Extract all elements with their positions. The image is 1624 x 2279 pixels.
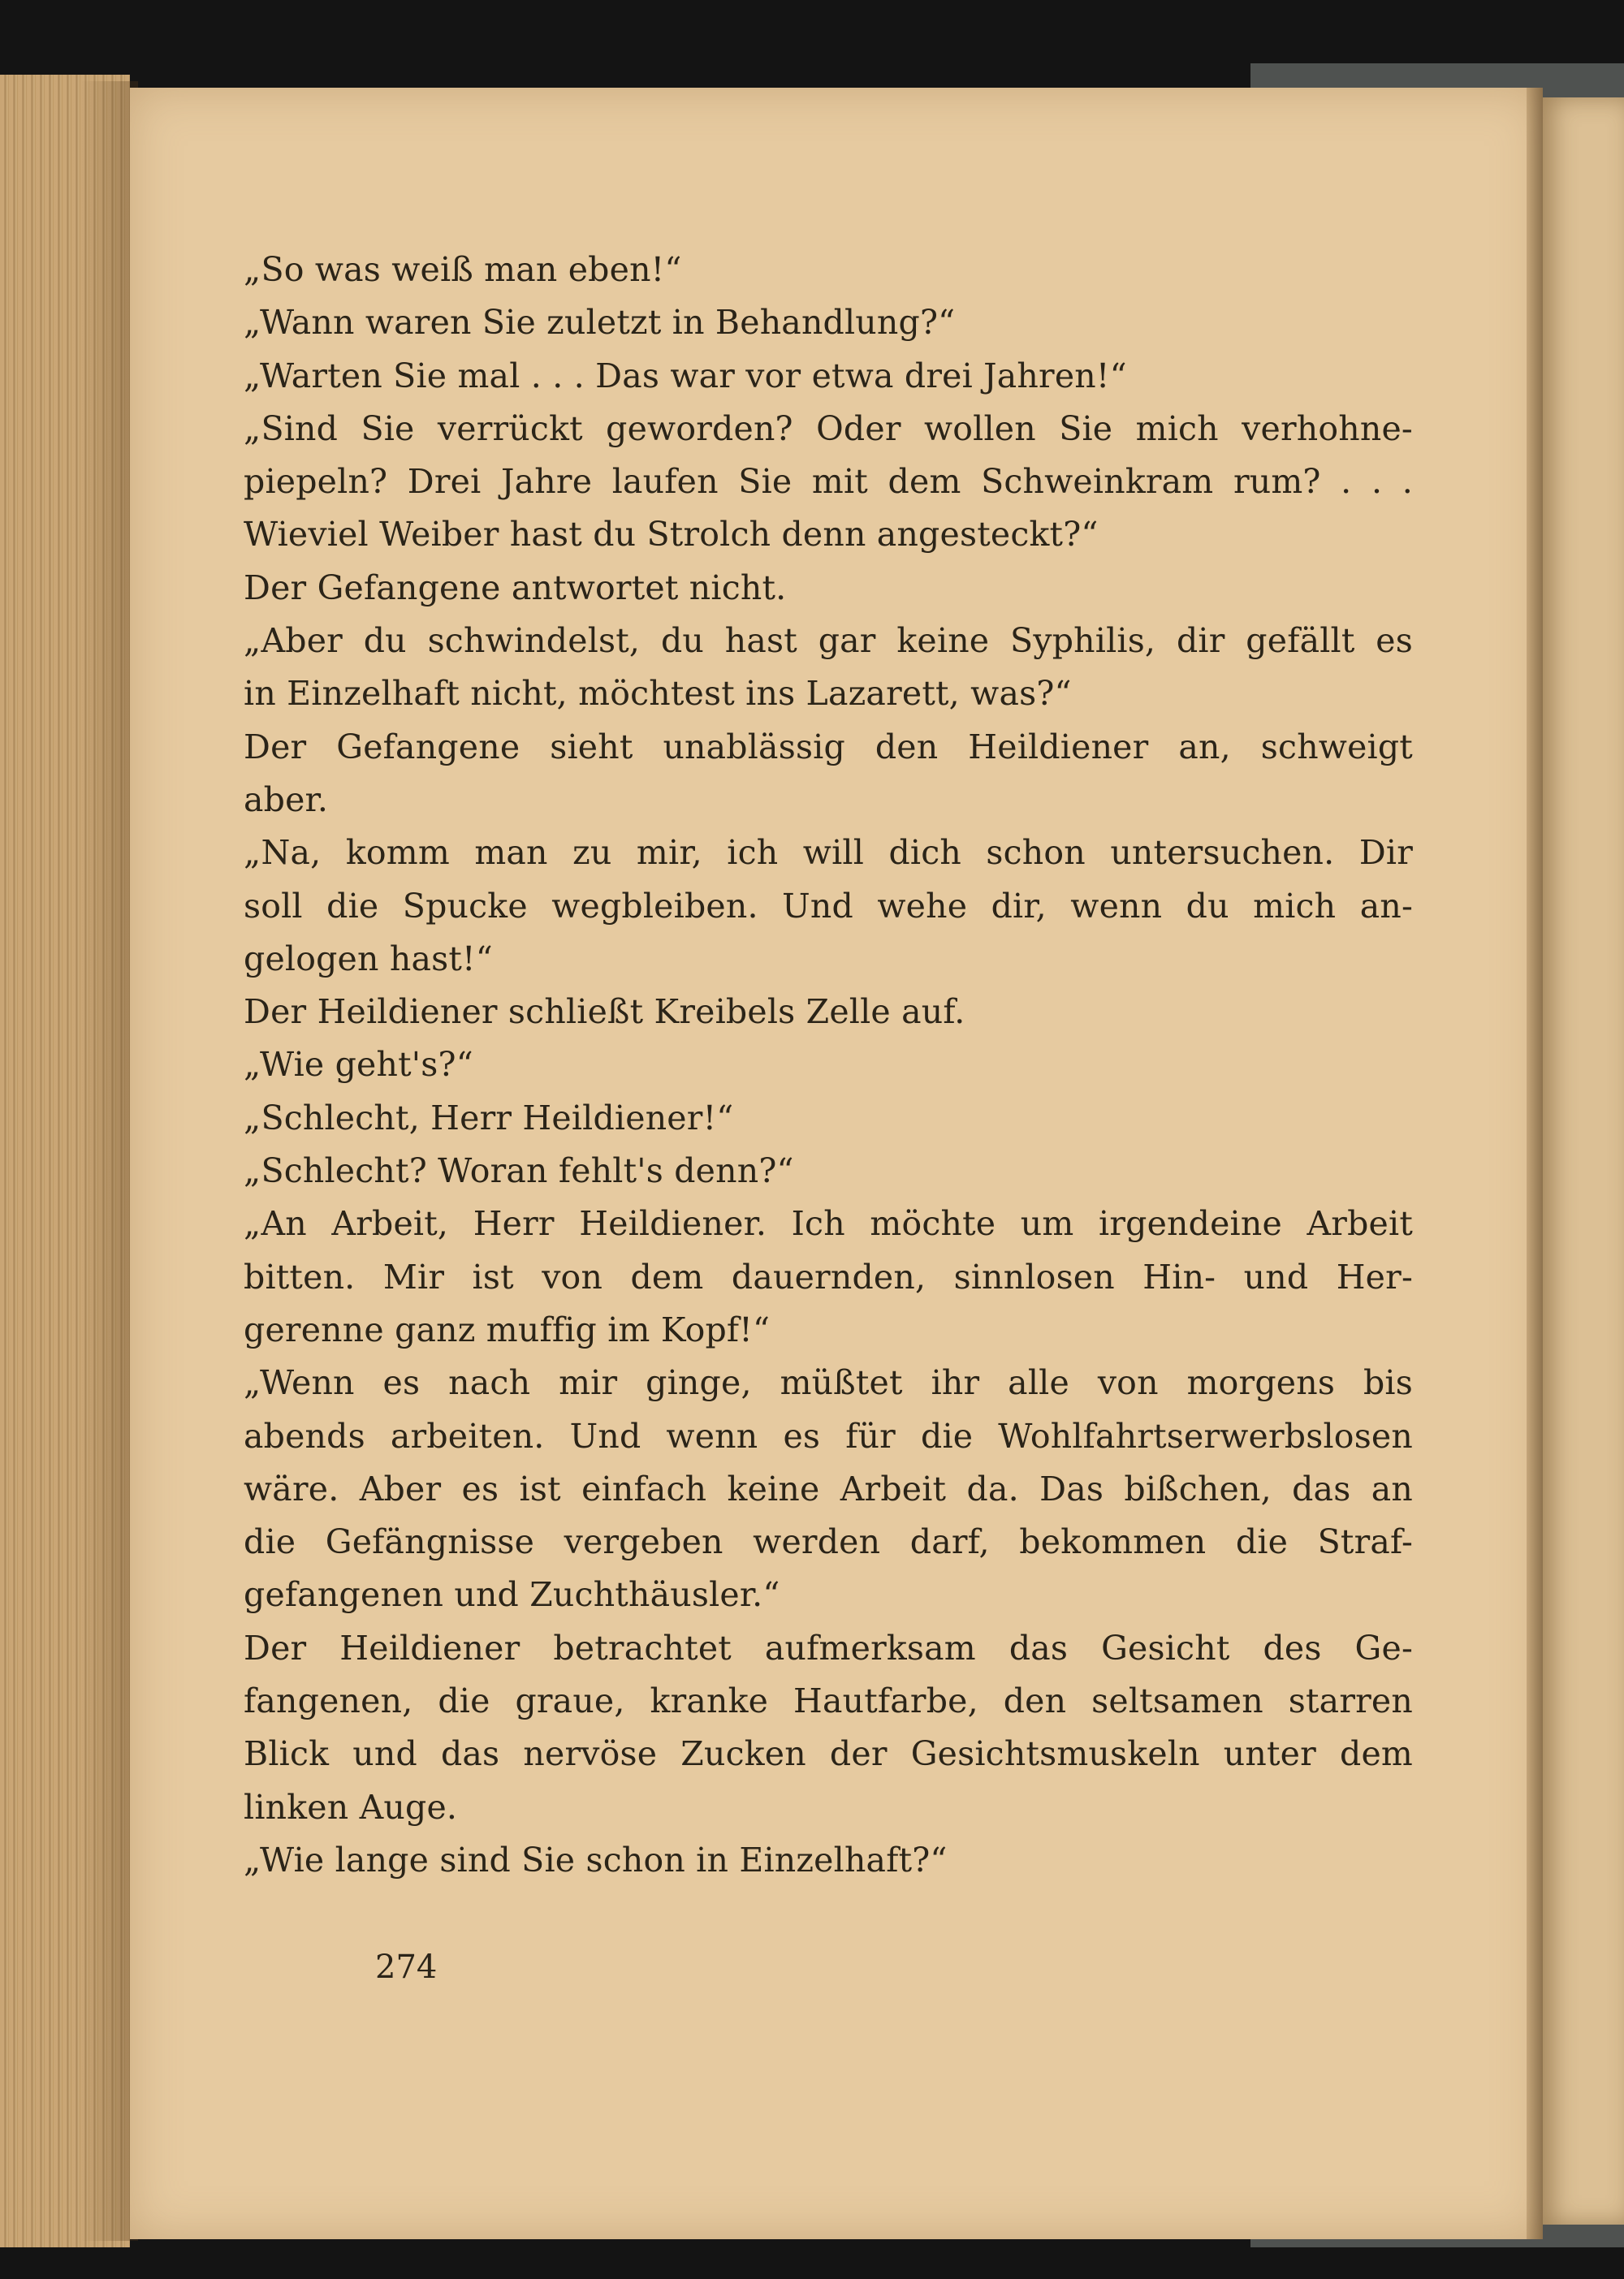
text-line: „Aber du schwindelst, du hast gar keine Syphilis, dir gefällt es [244, 621, 1413, 661]
text-line: gelogen hast!“ [244, 939, 493, 978]
text-line: bitten. Mir ist von dem dauernden, sinnlosen Hin- und Her- [244, 1257, 1413, 1297]
text-line: „An Arbeit, Herr Heildiener. Ich möchte um irgendeine Arbeit [244, 1204, 1413, 1244]
text-line: Der Heildiener betrachtet aufmerksam das Gesicht des Ge- [244, 1628, 1413, 1668]
text-line: soll die Spucke wegbleiben. Und wehe dir, wenn du mich an- [244, 886, 1413, 926]
text-line: abends arbeiten. Und wenn es für die Wohlfahrtserwerbslosen [244, 1416, 1413, 1456]
next-page-edge [1543, 97, 1624, 2225]
page-number: 274 [375, 1949, 438, 1986]
text-line: Der Gefangene antwortet nicht. [244, 568, 787, 607]
text-line: „Warten Sie mal . . . Das war vor etwa drei Jahren!“ [244, 356, 1127, 395]
text-line: Der Gefangene sieht unablässig den Heildiener an, schweigt [244, 727, 1413, 766]
text-line: Der Heildiener schließt Kreibels Zelle auf. [244, 992, 965, 1032]
page-text [244, 244, 1413, 1887]
text-line: „Wie lange sind Sie schon in Einzelhaft?“ [244, 1840, 948, 1880]
text-line: gerenne ganz muffig im Kopf!“ [244, 1310, 771, 1349]
text-line: wäre. Aber es ist einfach keine Arbeit da. Das bißchen, das an [244, 1469, 1413, 1509]
text-line: Wieviel Weiber hast du Strolch denn angesteckt?“ [244, 515, 1099, 555]
page-gutter [1527, 88, 1543, 2239]
text-line: „Sind Sie verrückt geworden? Oder wollen Sie mich verhohne- [244, 408, 1413, 448]
text-line: „Wie geht's?“ [244, 1045, 473, 1085]
text-line: piepeln? Drei Jahre laufen Sie mit dem Schweinkram rum? . . . [244, 462, 1413, 502]
text-line: linken Auge. [244, 1787, 458, 1827]
text-line: „Schlecht? Woran fehlt's denn?“ [244, 1151, 794, 1191]
text-line: „Wann waren Sie zuletzt in Behandlung?“ [244, 303, 956, 343]
text-line: „So was weiß man eben!“ [244, 250, 682, 289]
text-line: in Einzelhaft nicht, möchtest ins Lazarett, was?“ [244, 674, 1072, 714]
text-line: „Na, komm man zu mir, ich will dich schon untersuchen. Dir [244, 833, 1413, 873]
text-line: „Schlecht, Herr Heildiener!“ [244, 1098, 734, 1137]
text-line: fangenen, die graue, kranke Hautfarbe, den seltsamen starren [244, 1681, 1413, 1721]
text-line: „Wenn es nach mir ginge, müßtet ihr alle von morgens bis [244, 1363, 1413, 1403]
text-line: aber. [244, 779, 329, 819]
text-line: gefangenen und Zuchthäusler.“ [244, 1575, 780, 1615]
text-line: Blick und das nervöse Zucken der Gesichtsmuskeln unter dem [244, 1734, 1413, 1774]
text-line: die Gefängnisse vergeben werden darf, bekommen die Straf- [244, 1522, 1413, 1562]
